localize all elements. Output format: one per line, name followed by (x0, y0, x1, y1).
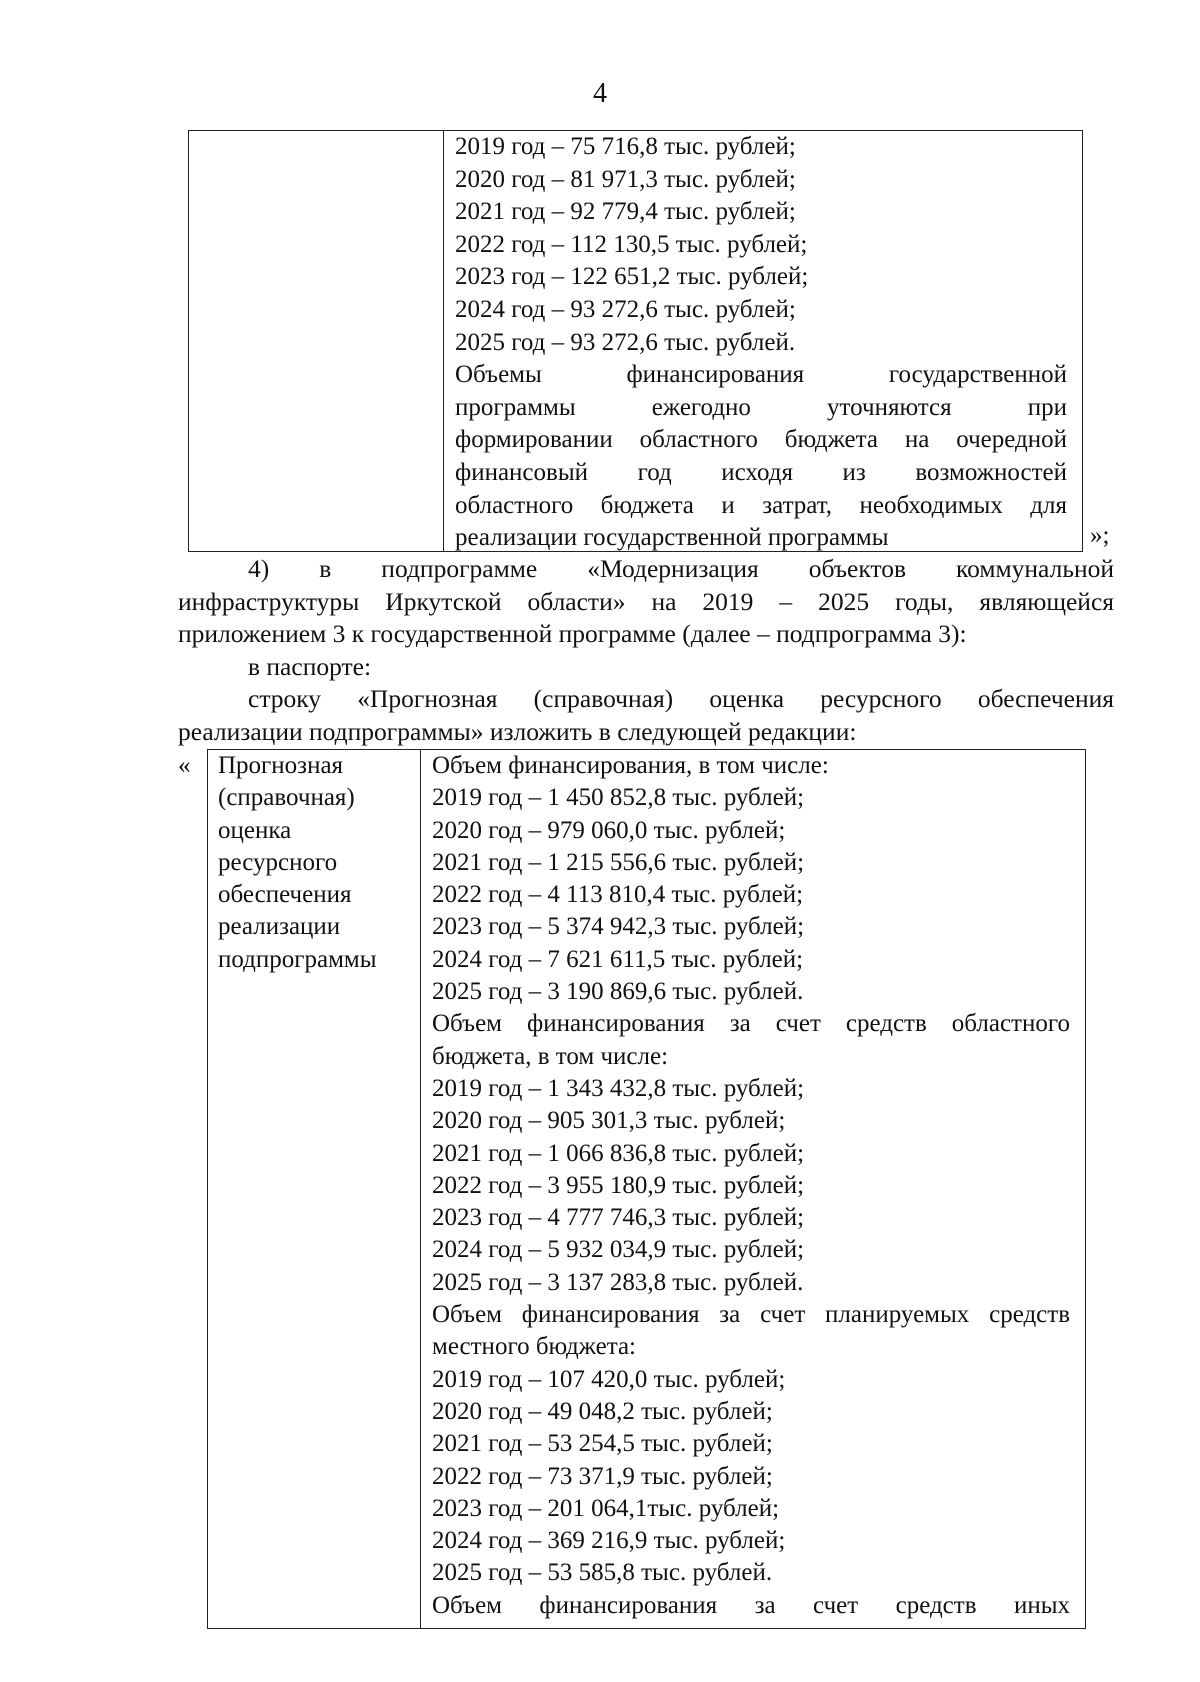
content-line: 2023 год – 201 064,1тыс. рублей; (432, 1494, 780, 1522)
table-column-divider (443, 131, 444, 551)
content-line: 2020 год – 49 048,2 тыс. рублей; (432, 1397, 773, 1425)
note-line: формировании областного бюджета на очередной (455, 426, 1067, 454)
paragraph-line: реализации подпрограммы» изложить в следующей редакции: (178, 716, 857, 746)
label-line: Прогнозная (218, 752, 344, 779)
funding-year-line: 2021 год – 92 779,4 тыс. рублей; (455, 198, 796, 226)
table-content-cell (432, 750, 1070, 1622)
paragraph-line: инфраструктуры Иркутской области» на 2019 – 2025 годы, являющейся (178, 586, 1114, 616)
resource-estimate-table (207, 749, 1086, 1629)
content-line: 2020 год – 979 060,0 тыс. рублей; (432, 816, 786, 844)
content-line: 2024 год – 369 216,9 тыс. рублей; (432, 1527, 786, 1555)
funding-year-line: 2020 год – 81 971,3 тыс. рублей; (455, 165, 796, 193)
content-line: 2021 год – 1 215 556,6 тыс. рублей; (432, 848, 805, 876)
page-number: 4 (593, 78, 607, 109)
content-line: Объем финансирования за счет средств иных (432, 1591, 1070, 1619)
content-line: бюджета, в том числе: (432, 1042, 669, 1070)
paragraph-line: в паспорте: (248, 652, 372, 681)
content-line: 2020 год – 905 301,3 тыс. рублей; (432, 1107, 786, 1135)
table-column-divider (420, 750, 421, 1628)
content-line: 2022 год – 4 113 810,4 тыс. рублей; (432, 881, 804, 909)
label-line: реализации (218, 913, 341, 941)
paragraph-line: приложением 3 к государственной программе (далее – подпрограмма 3): (178, 619, 967, 648)
label-line: обеспечения (218, 881, 352, 909)
opening-quote: « (178, 752, 191, 779)
content-line: 2021 год – 1 066 836,8 тыс. рублей; (432, 1139, 805, 1167)
funding-table-continuation (188, 130, 1083, 552)
content-line: местного бюджета: (432, 1333, 636, 1361)
note-line: реализации государственной программы (455, 524, 889, 552)
content-line: 2023 год – 5 374 942,3 тыс. рублей; (432, 913, 805, 941)
content-line: 2022 год – 73 371,9 тыс. рублей; (432, 1462, 773, 1490)
content-line: 2022 год – 3 955 180,9 тыс. рублей; (432, 1171, 805, 1199)
passport-paragraph (178, 651, 1114, 684)
content-line: Объем финансирования за счет планируемых средств (432, 1301, 1070, 1329)
funding-year-line: 2025 год – 93 272,6 тыс. рублей. (455, 328, 796, 356)
label-line: оценка (218, 816, 292, 844)
note-line: областного бюджета и затрат, необходимых для (455, 491, 1067, 519)
row-replacement-paragraph (178, 683, 1114, 748)
content-line: 2019 год – 107 420,0 тыс. рублей; (432, 1365, 786, 1393)
label-line: подпрограммы (218, 945, 377, 973)
content-line: 2024 год – 5 932 034,9 тыс. рублей; (432, 1236, 805, 1264)
content-line: 2019 год – 1 450 852,8 тыс. рублей; (432, 784, 805, 812)
content-line: 2025 год – 3 190 869,6 тыс. рублей. (432, 978, 804, 1006)
content-line: Объем финансирования, в том числе: (432, 752, 829, 779)
funding-year-line: 2022 год – 112 130,5 тыс. рублей; (455, 230, 808, 258)
content-line: 2024 год – 7 621 611,5 тыс. рублей; (432, 945, 804, 973)
note-line: финансовый год исходя из возможностей (455, 458, 1067, 486)
funding-year-line: 2024 год – 93 272,6 тыс. рублей; (455, 295, 796, 323)
label-line: (справочная) (218, 784, 355, 812)
closing-quote: »; (1090, 522, 1110, 549)
content-line: 2025 год – 53 585,8 тыс. рублей. (432, 1559, 773, 1587)
funding-year-line: 2023 год – 122 651,2 тыс. рублей; (455, 263, 809, 291)
note-line: программы ежегодно уточняются при (455, 393, 1067, 421)
paragraph-line: строку «Прогнозная (справочная) оценка ресурсного обеспечения (248, 684, 1114, 713)
content-line: Объем финансирования за счет средств областного (432, 1010, 1070, 1038)
funding-year-line: 2019 год – 75 716,8 тыс. рублей; (455, 133, 796, 160)
note-line: Объемы финансирования государственной (455, 361, 1067, 389)
label-line: ресурсного (218, 848, 338, 876)
content-line: 2021 год – 53 254,5 тыс. рублей; (432, 1430, 773, 1458)
item-4-paragraph (178, 553, 1114, 651)
content-line: 2023 год – 4 777 746,3 тыс. рублей; (432, 1204, 805, 1232)
content-line: 2025 год – 3 137 283,8 тыс. рублей. (432, 1268, 804, 1296)
content-line: 2019 год – 1 343 432,8 тыс. рублей; (432, 1074, 805, 1102)
table-content-cell (455, 131, 1067, 555)
table-label-cell (218, 750, 414, 976)
paragraph-line: 4) в подпрограмме «Модернизация объектов коммунальной (248, 554, 1114, 583)
